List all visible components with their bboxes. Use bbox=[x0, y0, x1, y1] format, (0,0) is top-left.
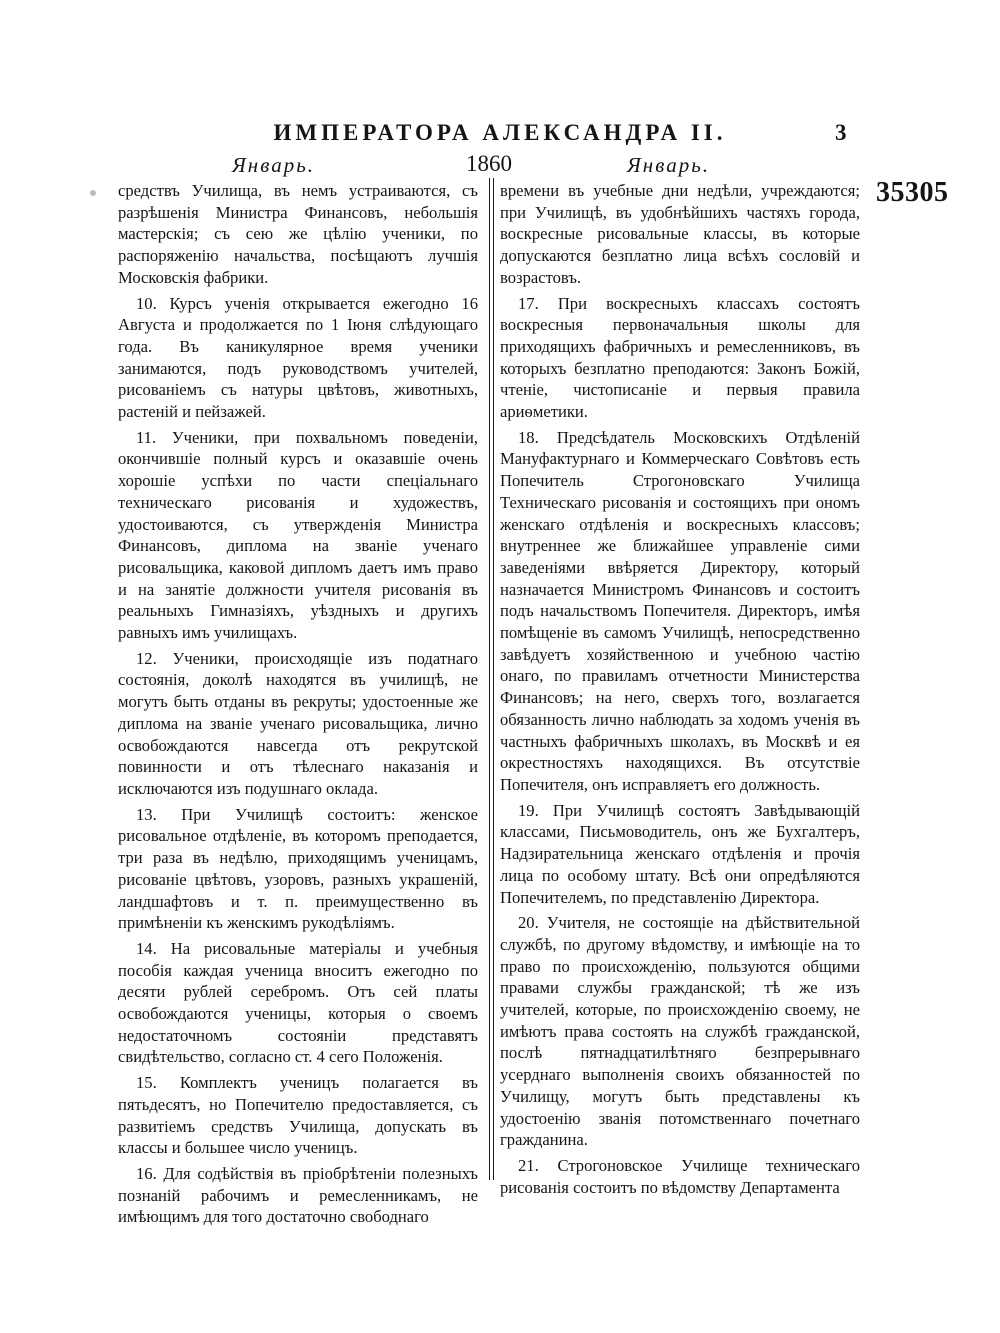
date-left: Январь. bbox=[232, 153, 315, 177]
paragraph: 19. При Училищѣ состоятъ Завѣдывающій классами, Письмоводитель, онъ же Бухгалтеръ, Надзирательница женскаго отдѣленія и прочія лица по особому штату. Всѣ они опредѣляются Попечителемъ, по представленію Директора. bbox=[500, 800, 860, 907]
paragraph: 12. Ученики, происходящіе изъ податнаго состоянія, доколѣ находятся въ училищѣ, не могутъ быть отданы въ рекруты; удостоенные же диплома на званіе ученаго рисовальщика, лично освобождаются навсегда отъ рекрутской повинности и отъ тѣлеснаго наказанія и исключаются изъ подушнаго оклада. bbox=[118, 648, 478, 798]
paragraph: 14. На рисовальные матеріалы и учебныя пособія каждая ученица вноситъ ежегодно по десяти рублей серебромъ. Отъ сей платы освобождаются ученицы, которыя о своемъ недостаточномъ состояніи представятъ свидѣтельство, согласно ст. 4 сего Положенія. bbox=[118, 938, 478, 1067]
law-number: 35305 bbox=[876, 177, 949, 208]
page-number: 3 bbox=[835, 120, 847, 145]
paragraph: времени въ учебные дни недѣли, учреждаются; при Училищѣ, въ удобнѣйшихъ частяхъ города, воскресные рисовальные классы, въ которые допускаются безплатно лица всѣхъ сословій и возрастовъ. bbox=[500, 181, 860, 287]
paragraph: 20. Учителя, не состоящіе на дѣйствительной службѣ, по другому вѣдомству, и имѣющіе на то право по происхожденію, пользуются общими правами службы гражданской; тѣ же изъ учителей, которые, по происхожденію своему, не имѣютъ права состоять на службѣ гражданской, послѣ пятнадцатилѣтняго безпрерывнаго усерднаго выполненія своихъ обязанностей по Училищу, могутъ быть представлены къ удостоенію званія потомственнаго почетнаго гражданина. bbox=[500, 913, 860, 1150]
paragraph: 17. При воскресныхъ классахъ состоятъ воскресныя первоначальныя школы для приходящихъ фабричныхъ и ремесленниковъ, въ которыхъ безплатно преподаются: Законъ Божій, чтеніе, чистописаніе и первыя правила ариѳметики. bbox=[500, 293, 860, 422]
paragraph: 10. Курсъ ученія открывается ежегодно 16 Августа и продолжается по 1 Іюня слѣдующаго года. Въ каникулярное время ученики занимаются, подъ руководствомъ учителей, рисованіемъ съ натуры цвѣтовъ, животныхъ, растеній и пейзажей. bbox=[118, 293, 478, 422]
paragraph: 15. Комплектъ ученицъ полагается въ пятьдесятъ, но Попечителю предоставляется, съ развитіемъ средствъ Училища, допускать въ классы и большее число ученицъ. bbox=[118, 1073, 478, 1158]
right-column bbox=[500, 180, 860, 1197]
date-year: 1860 bbox=[466, 151, 512, 176]
paragraph: 21. Строгоновское Училище техническаго рисованія состоитъ по вѣдомству Департамента bbox=[500, 1155, 860, 1197]
paragraph: 13. При Училищѣ состоитъ: женское рисовальное отдѣленіе, въ которомъ преподается, три раза въ недѣлю, приходящимъ ученицамъ, рисованіе цвѣтовъ, узоровъ, разныхъ украшеній, ландшафтовъ и т. п. преимущественно въ примѣненіи къ женскимъ рукодѣліямъ. bbox=[118, 804, 478, 933]
paragraph: 18. Предсѣдатель Московскихъ Отдѣленій Мануфактурнаго и Коммерческаго Совѣтовъ есть Попечитель Строгоновскаго Училища Техническаго рисованія и состоящихъ при ономъ женскаго отдѣленія и воскресныхъ классовъ; внутреннее же ближайшее управленіе сими заведеніями ввѣряется Директору, который назначается Министромъ Финансовъ и состоитъ подъ начальствомъ Попечителя. Директоръ, имѣя помѣщеніе въ самомъ Училищѣ, непосредственно завѣдуетъ хозяйственною и учебною частію онаго, по правиламъ отчетности Министерства Финансовъ; на него, сверхъ того, возлагается обязанность лично наблюдать за ходомъ ученія въ частныхъ фабричныхъ школахъ, въ Москвѣ и ея окрестностяхъ находящихся. Въ отсутствіе Попечителя, онъ исправляетъ его должность. bbox=[500, 427, 860, 794]
left-column bbox=[118, 180, 478, 1227]
running-title: ИМПЕРАТОРА АЛЕКСАНДРА II. bbox=[273, 120, 727, 145]
margin-mark bbox=[90, 190, 96, 196]
paragraph: 16. Для содѣйствія въ пріобрѣтеніи полезныхъ познаній рабочимъ и ремесленникамъ, не имѣющимъ для того достаточно свободнаго bbox=[118, 1163, 478, 1227]
paragraph: 11. Ученики, при похвальномъ поведеніи, окончившіе полный курсъ и оказавшіе очень хорошіе успѣхи по части спеціальнаго техническаго рисованія и художествъ, удостоиваются, съ утвержденія Министра Финансовъ, диплома на званіе ученаго рисовальщика, каковой дипломъ даетъ имъ право и на занятіе должности учителя рисованія въ реальныхъ Гимназіяхъ, уѣздныхъ и другихъ равныхъ имъ училищахъ. bbox=[118, 427, 478, 643]
paragraph: средствъ Училища, въ немъ устраиваются, съ разрѣшенія Министра Финансовъ, небольшія мастерскія; съ сею же цѣлію ученики, по распоряженію начальства, посѣщаютъ лучшія Московскія фабрики. bbox=[118, 181, 478, 287]
column-divider bbox=[489, 178, 494, 1180]
date-right: Январь. bbox=[627, 153, 710, 177]
